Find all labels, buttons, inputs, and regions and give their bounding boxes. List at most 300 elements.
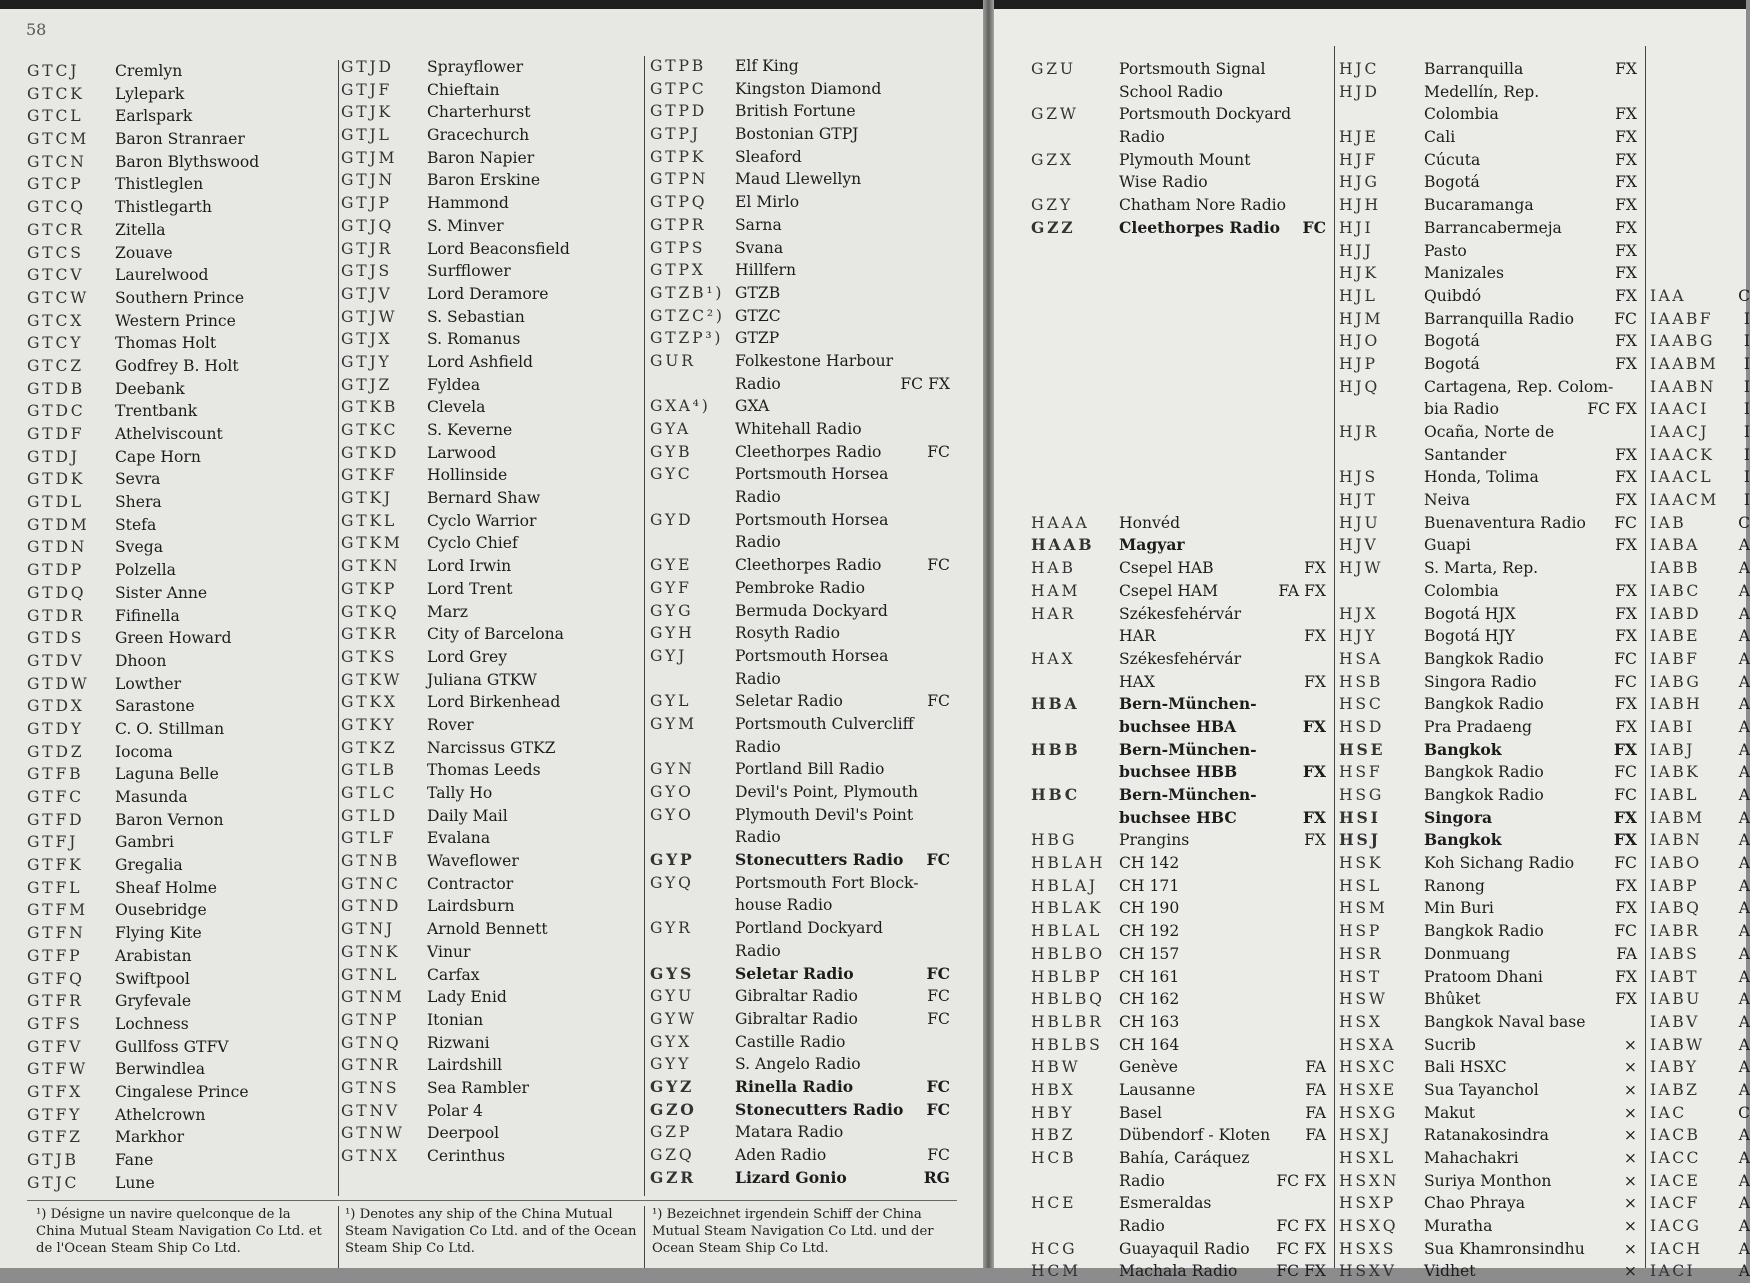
service-code: FC FX bbox=[900, 374, 950, 393]
station-name: Baron Vernon bbox=[115, 810, 224, 829]
service-code: FC FX bbox=[1587, 400, 1637, 419]
station-name: Vidhet bbox=[1424, 1262, 1476, 1281]
call-sign: GTFD bbox=[27, 810, 85, 829]
list-item bbox=[1650, 376, 1750, 399]
call-sign: GYM bbox=[650, 714, 697, 733]
list-item bbox=[1339, 126, 1637, 149]
station-name: Godfrey B. Holt bbox=[115, 356, 239, 375]
call-sign: HBLBS bbox=[1031, 1035, 1103, 1054]
station-name: Barrancabermeja bbox=[1424, 218, 1562, 237]
list-item bbox=[1650, 398, 1750, 421]
station-name: Lairdsburn bbox=[427, 897, 515, 916]
station-name: Guayaquil Radio bbox=[1119, 1239, 1250, 1258]
service-code: FC FX bbox=[1276, 1262, 1326, 1281]
call-sign: HSXA bbox=[1339, 1035, 1397, 1054]
station-name: Evalana bbox=[427, 829, 491, 848]
list-item bbox=[1650, 194, 1746, 217]
list-item bbox=[1650, 1079, 1750, 1102]
list-item bbox=[27, 60, 327, 83]
list-item bbox=[1339, 739, 1637, 762]
list-item bbox=[1650, 1147, 1750, 1170]
list-item bbox=[341, 1122, 641, 1145]
list-item bbox=[27, 468, 327, 491]
station-name: Radio bbox=[735, 488, 781, 507]
service-code: FX bbox=[1613, 830, 1637, 850]
station-name: Zitella bbox=[115, 220, 166, 239]
list-item bbox=[341, 169, 641, 192]
list-item bbox=[1031, 421, 1326, 444]
station-name: A bbox=[1738, 1194, 1750, 1213]
service-code: FC bbox=[927, 1146, 950, 1164]
call-sign: HSXL bbox=[1339, 1149, 1396, 1167]
call-sign: GTPR bbox=[650, 215, 707, 234]
call-sign: HJL bbox=[1339, 286, 1378, 305]
list-item bbox=[1650, 557, 1750, 580]
station-name: A bbox=[1738, 717, 1750, 736]
service-code: FX bbox=[1613, 739, 1637, 759]
call-sign: GZX bbox=[1031, 150, 1074, 169]
list-item bbox=[1339, 920, 1637, 943]
service-code: FC bbox=[926, 963, 950, 983]
call-sign: GTCN bbox=[27, 152, 87, 171]
list-item bbox=[27, 446, 327, 469]
station-name: Ratanakosindra bbox=[1424, 1126, 1549, 1145]
service-code: FX bbox=[1304, 831, 1326, 850]
call-sign: HBLBR bbox=[1031, 1012, 1104, 1031]
call-sign: GZP bbox=[650, 1123, 693, 1142]
station-name: Barranquilla bbox=[1424, 60, 1524, 78]
list-item bbox=[1031, 308, 1326, 331]
call-sign: HSXV bbox=[1339, 1262, 1397, 1281]
station-name: Svega bbox=[115, 538, 163, 557]
list-item bbox=[650, 872, 950, 895]
list-item bbox=[1650, 1124, 1750, 1147]
station-name: Székesfehérvár bbox=[1119, 604, 1242, 623]
call-sign: IABG bbox=[1650, 672, 1702, 691]
station-name: Bogotá HJX bbox=[1424, 604, 1516, 623]
station-name: Clevela bbox=[427, 398, 486, 417]
service-code: FX bbox=[1615, 105, 1637, 124]
station-name: HAR bbox=[1119, 627, 1156, 646]
call-sign: GTDR bbox=[27, 606, 86, 625]
service-code: ⨯ bbox=[1623, 1126, 1637, 1145]
list-item bbox=[341, 623, 641, 646]
call-sign: HSB bbox=[1339, 672, 1384, 691]
station-name: Buenaventura Radio bbox=[1424, 513, 1586, 532]
call-sign: GTLD bbox=[341, 806, 398, 825]
call-sign: GYF bbox=[650, 578, 692, 597]
list-item bbox=[650, 577, 950, 600]
call-sign: IAACI bbox=[1650, 400, 1709, 419]
call-sign: GTDX bbox=[27, 697, 85, 716]
station-name: Sleaford bbox=[735, 147, 802, 166]
station-name: GTZB bbox=[735, 283, 781, 302]
call-sign: GTJV bbox=[341, 284, 393, 303]
list-item bbox=[1031, 1260, 1326, 1283]
station-name: Baron Erskine bbox=[427, 171, 541, 190]
list-item bbox=[1339, 580, 1637, 603]
list-item bbox=[27, 605, 327, 628]
call-sign: GTJP bbox=[341, 194, 392, 213]
call-sign: HSW bbox=[1339, 990, 1388, 1009]
list-item bbox=[1650, 603, 1750, 626]
call-sign: HSL bbox=[1339, 876, 1383, 895]
list-item bbox=[1339, 1034, 1637, 1057]
list-item bbox=[27, 355, 327, 378]
station-name: A bbox=[1738, 672, 1750, 691]
list-item bbox=[1339, 308, 1637, 331]
list-item bbox=[1339, 240, 1637, 263]
call-sign: HJU bbox=[1339, 513, 1381, 532]
service-code: ⨯ bbox=[1623, 1171, 1637, 1190]
call-sign: IACG bbox=[1650, 1217, 1702, 1236]
list-item bbox=[650, 622, 950, 645]
call-sign: GYA bbox=[650, 420, 691, 438]
list-item bbox=[27, 491, 327, 514]
station-name: British Fortune bbox=[735, 102, 856, 121]
list-item bbox=[27, 627, 327, 650]
station-name: Sarastone bbox=[115, 697, 195, 716]
service-code: ⨯ bbox=[1623, 1262, 1637, 1281]
call-sign: GYH bbox=[650, 624, 695, 643]
call-sign: GTJB bbox=[27, 1151, 79, 1169]
call-sign: GTLF bbox=[341, 829, 397, 848]
call-sign: GUR bbox=[650, 351, 696, 370]
call-sign: HST bbox=[1339, 967, 1383, 986]
call-sign: IAABF bbox=[1650, 309, 1713, 328]
station-name: Lochness bbox=[115, 1014, 189, 1033]
station-name: Daily Mail bbox=[427, 806, 508, 825]
call-sign: HJC bbox=[1339, 60, 1380, 78]
list-item bbox=[341, 895, 641, 918]
call-sign: IABD bbox=[1650, 604, 1701, 623]
station-name: Laguna Belle bbox=[115, 765, 219, 784]
list-item bbox=[27, 809, 327, 832]
list-item bbox=[1650, 534, 1750, 557]
list-item bbox=[341, 714, 641, 737]
station-name: Portsmouth Horsea bbox=[735, 510, 889, 529]
station-name: I bbox=[1743, 445, 1750, 464]
station-name: Radio bbox=[1119, 128, 1165, 147]
station-name: Gullfoss GTFV bbox=[115, 1037, 229, 1056]
service-code: FX bbox=[1615, 536, 1637, 555]
station-name: A bbox=[1738, 649, 1750, 668]
service-code: FC bbox=[926, 1099, 950, 1119]
column-1 bbox=[27, 60, 327, 1194]
service-code: FC bbox=[927, 556, 950, 575]
station-name: Trentbank bbox=[115, 402, 198, 421]
call-sign: GTZP³) bbox=[650, 329, 724, 348]
list-item bbox=[1339, 398, 1637, 421]
list-item bbox=[1339, 716, 1637, 739]
station-name: Dübendorf - Kloten bbox=[1119, 1126, 1271, 1145]
station-name: A bbox=[1738, 899, 1750, 918]
list-item bbox=[1650, 671, 1750, 694]
station-name: Shera bbox=[115, 493, 162, 512]
station-name: C. O. Stillman bbox=[115, 719, 225, 738]
list-item bbox=[650, 191, 950, 214]
station-name: Contractor bbox=[427, 874, 514, 893]
station-name: Hammond bbox=[427, 194, 509, 213]
call-sign: GTPQ bbox=[650, 193, 708, 212]
service-code: FA bbox=[1305, 1103, 1326, 1122]
column-divider bbox=[338, 1206, 339, 1268]
list-item bbox=[1339, 1147, 1637, 1170]
station-name: Ranong bbox=[1424, 876, 1485, 895]
station-name: CH 192 bbox=[1119, 922, 1180, 941]
list-item bbox=[1650, 308, 1750, 331]
call-sign: HJP bbox=[1339, 354, 1378, 373]
station-name: Polar 4 bbox=[427, 1101, 483, 1120]
list-item bbox=[1031, 603, 1326, 626]
station-name: CH 164 bbox=[1119, 1035, 1180, 1054]
list-item bbox=[1031, 171, 1326, 194]
list-item bbox=[1031, 398, 1326, 421]
list-item bbox=[1650, 240, 1746, 263]
call-sign: HSI bbox=[1339, 807, 1381, 827]
call-sign: GTJS bbox=[341, 262, 392, 281]
station-name: Plymouth Devil's Point bbox=[735, 805, 914, 824]
list-item bbox=[1650, 829, 1750, 852]
list-item bbox=[1650, 81, 1746, 104]
station-name: Thomas Leeds bbox=[427, 761, 541, 780]
call-sign: HBC bbox=[1031, 785, 1081, 804]
station-name: Lylepark bbox=[115, 84, 185, 103]
station-name: Manizales bbox=[1424, 264, 1505, 283]
station-name: Machala Radio bbox=[1119, 1262, 1238, 1281]
station-name: A bbox=[1738, 1080, 1750, 1099]
list-item bbox=[1650, 920, 1750, 943]
station-name: Cali bbox=[1424, 128, 1456, 147]
list-item bbox=[27, 559, 327, 582]
list-item bbox=[1650, 512, 1750, 535]
call-sign: GYP bbox=[650, 850, 695, 870]
station-name: Lune bbox=[115, 1173, 155, 1192]
station-name: CH 142 bbox=[1119, 854, 1180, 873]
station-name: Esmeraldas bbox=[1119, 1194, 1212, 1213]
list-item bbox=[341, 124, 641, 147]
list-item bbox=[650, 849, 950, 872]
list-item bbox=[27, 1081, 327, 1104]
call-sign: GTFV bbox=[27, 1037, 84, 1056]
station-name: buchsee HBA bbox=[1119, 716, 1237, 736]
call-sign: IAACK bbox=[1650, 445, 1715, 464]
station-name: Bogotá bbox=[1424, 332, 1480, 351]
call-sign: GYX bbox=[650, 1032, 692, 1051]
list-item bbox=[341, 260, 641, 283]
list-item bbox=[1339, 671, 1637, 694]
list-item bbox=[1650, 1056, 1750, 1079]
list-item bbox=[341, 510, 641, 533]
call-sign: GTNC bbox=[341, 874, 401, 893]
list-item bbox=[650, 395, 950, 418]
station-name: Lord Irwin bbox=[427, 557, 512, 576]
list-item bbox=[1339, 285, 1637, 308]
station-name: Dhoon bbox=[115, 651, 167, 670]
list-item bbox=[1339, 1102, 1637, 1125]
station-name: Matara Radio bbox=[735, 1123, 844, 1142]
call-sign: HBLBQ bbox=[1031, 990, 1105, 1009]
station-name: Narcissus GTKZ bbox=[427, 738, 556, 757]
station-name: Radio bbox=[1119, 1171, 1165, 1190]
list-item bbox=[1031, 262, 1326, 285]
station-name: Bangkok bbox=[1424, 739, 1502, 759]
call-sign: IABH bbox=[1650, 695, 1703, 714]
station-name: Bangkok Naval base bbox=[1424, 1012, 1586, 1031]
list-item bbox=[341, 351, 641, 374]
list-item bbox=[1339, 1124, 1637, 1147]
call-sign: GTJY bbox=[341, 352, 392, 371]
list-item bbox=[27, 922, 327, 945]
call-sign: IAA bbox=[1650, 286, 1686, 305]
station-name: Lowther bbox=[115, 674, 182, 693]
list-item bbox=[1031, 807, 1326, 830]
station-name: Portsmouth Signal bbox=[1119, 60, 1266, 78]
call-sign: GZO bbox=[650, 1099, 697, 1119]
list-item bbox=[650, 804, 950, 827]
list-item bbox=[650, 441, 950, 464]
station-name: S. Sebastian bbox=[427, 307, 525, 326]
list-item bbox=[341, 759, 641, 782]
station-name: Makut bbox=[1424, 1103, 1476, 1122]
station-name: Gibraltar Radio bbox=[735, 987, 858, 1006]
station-name: Baron Stranraer bbox=[115, 130, 245, 149]
call-sign: HAX bbox=[1031, 649, 1076, 668]
station-name: Folkestone Harbour bbox=[735, 351, 894, 370]
station-name: Laurelwood bbox=[115, 266, 209, 285]
column-divider bbox=[338, 60, 339, 1196]
list-item bbox=[1031, 58, 1326, 81]
station-name: Bern-München- bbox=[1119, 694, 1257, 714]
list-item bbox=[1650, 807, 1750, 830]
call-sign: GYO bbox=[650, 783, 694, 801]
station-name: A bbox=[1738, 854, 1750, 873]
list-item bbox=[1650, 466, 1750, 489]
call-sign: HJM bbox=[1339, 309, 1384, 328]
list-item bbox=[1650, 875, 1750, 898]
call-sign: GTDC bbox=[27, 402, 86, 421]
list-item bbox=[650, 600, 950, 623]
station-name: I bbox=[1743, 468, 1750, 487]
call-sign: GTPD bbox=[650, 102, 708, 121]
list-item bbox=[341, 238, 641, 261]
list-item bbox=[650, 1076, 950, 1099]
service-code: FX bbox=[1302, 762, 1326, 782]
list-item bbox=[341, 396, 641, 419]
station-name: A bbox=[1738, 808, 1750, 827]
list-item bbox=[1339, 466, 1637, 489]
station-name: Cyclo Warrior bbox=[427, 511, 537, 530]
station-name: Bogotá bbox=[1424, 173, 1480, 192]
list-item bbox=[341, 691, 641, 714]
list-item bbox=[1031, 194, 1326, 217]
list-item bbox=[341, 1145, 641, 1168]
list-item bbox=[650, 486, 950, 509]
station-name: School Radio bbox=[1119, 82, 1223, 101]
call-sign: GZW bbox=[1031, 105, 1079, 124]
station-name: Gregalia bbox=[115, 856, 183, 875]
call-sign: GTKZ bbox=[341, 738, 398, 757]
call-sign: GTNK bbox=[341, 942, 401, 961]
station-name: Stonecutters Radio bbox=[735, 1099, 904, 1119]
station-name: A bbox=[1738, 536, 1750, 555]
station-name: Radio bbox=[735, 669, 781, 688]
call-sign: GTNV bbox=[341, 1101, 400, 1120]
call-sign: IABM bbox=[1650, 808, 1705, 827]
station-name: Bern-München- bbox=[1119, 785, 1257, 804]
call-sign: IABK bbox=[1650, 763, 1701, 782]
service-code: FX bbox=[1615, 173, 1637, 192]
call-sign: HSX bbox=[1339, 1012, 1383, 1031]
station-name: I bbox=[1743, 423, 1750, 441]
call-sign: HSJ bbox=[1339, 830, 1381, 850]
station-name: Deerpool bbox=[427, 1124, 500, 1143]
call-sign: GTFS bbox=[27, 1014, 83, 1033]
list-item bbox=[1031, 943, 1326, 966]
call-sign: GTZB¹) bbox=[650, 283, 725, 302]
station-name: Fane bbox=[115, 1151, 154, 1169]
service-code: FX bbox=[1615, 196, 1637, 215]
call-sign: GTCP bbox=[27, 175, 84, 194]
list-item bbox=[1339, 1056, 1637, 1079]
station-name: A bbox=[1738, 627, 1750, 646]
list-item bbox=[1650, 1215, 1750, 1238]
list-item bbox=[341, 283, 641, 306]
service-code: FC bbox=[1614, 763, 1637, 782]
call-sign: HJW bbox=[1339, 559, 1384, 578]
station-name: Baron Napier bbox=[427, 148, 535, 167]
station-name: Pra Pradaeng bbox=[1424, 717, 1532, 736]
station-name: CH 157 bbox=[1119, 944, 1180, 963]
station-name: GTZC bbox=[735, 306, 781, 325]
list-item bbox=[341, 827, 641, 850]
call-sign: GTFM bbox=[27, 901, 88, 920]
list-item bbox=[1650, 580, 1750, 603]
call-sign: GYJ bbox=[650, 646, 688, 665]
call-sign: GTKP bbox=[341, 579, 398, 598]
list-item bbox=[27, 1149, 327, 1172]
footnote-rule bbox=[27, 1200, 957, 1201]
station-name: Sarna bbox=[735, 215, 782, 234]
list-item bbox=[1031, 966, 1326, 989]
call-sign: HSXC bbox=[1339, 1058, 1398, 1077]
list-item bbox=[650, 985, 950, 1008]
list-item bbox=[1339, 489, 1637, 512]
list-item bbox=[1339, 1192, 1637, 1215]
station-name: Barranquilla Radio bbox=[1424, 309, 1574, 328]
column-3 bbox=[650, 55, 950, 1189]
call-sign: GTLC bbox=[341, 784, 398, 802]
list-item bbox=[1031, 648, 1326, 671]
list-item bbox=[650, 1144, 950, 1167]
list-item bbox=[27, 899, 327, 922]
service-code: FX bbox=[1615, 491, 1637, 510]
call-sign: GYQ bbox=[650, 873, 694, 892]
station-name: Portsmouth Horsea bbox=[735, 646, 889, 665]
station-name: Vinur bbox=[427, 942, 471, 961]
call-sign: GTFN bbox=[27, 924, 86, 943]
station-name: Colombia bbox=[1424, 105, 1499, 124]
station-name: Thomas Holt bbox=[115, 334, 217, 353]
call-sign: GTKX bbox=[341, 693, 398, 712]
list-item bbox=[341, 306, 641, 329]
list-item bbox=[27, 1036, 327, 1059]
station-name: Portland Bill Radio bbox=[735, 760, 885, 779]
call-sign: HBLAL bbox=[1031, 922, 1103, 941]
service-code: RG bbox=[923, 1167, 950, 1187]
list-item bbox=[1031, 512, 1326, 535]
station-name: Fifinella bbox=[115, 606, 180, 625]
